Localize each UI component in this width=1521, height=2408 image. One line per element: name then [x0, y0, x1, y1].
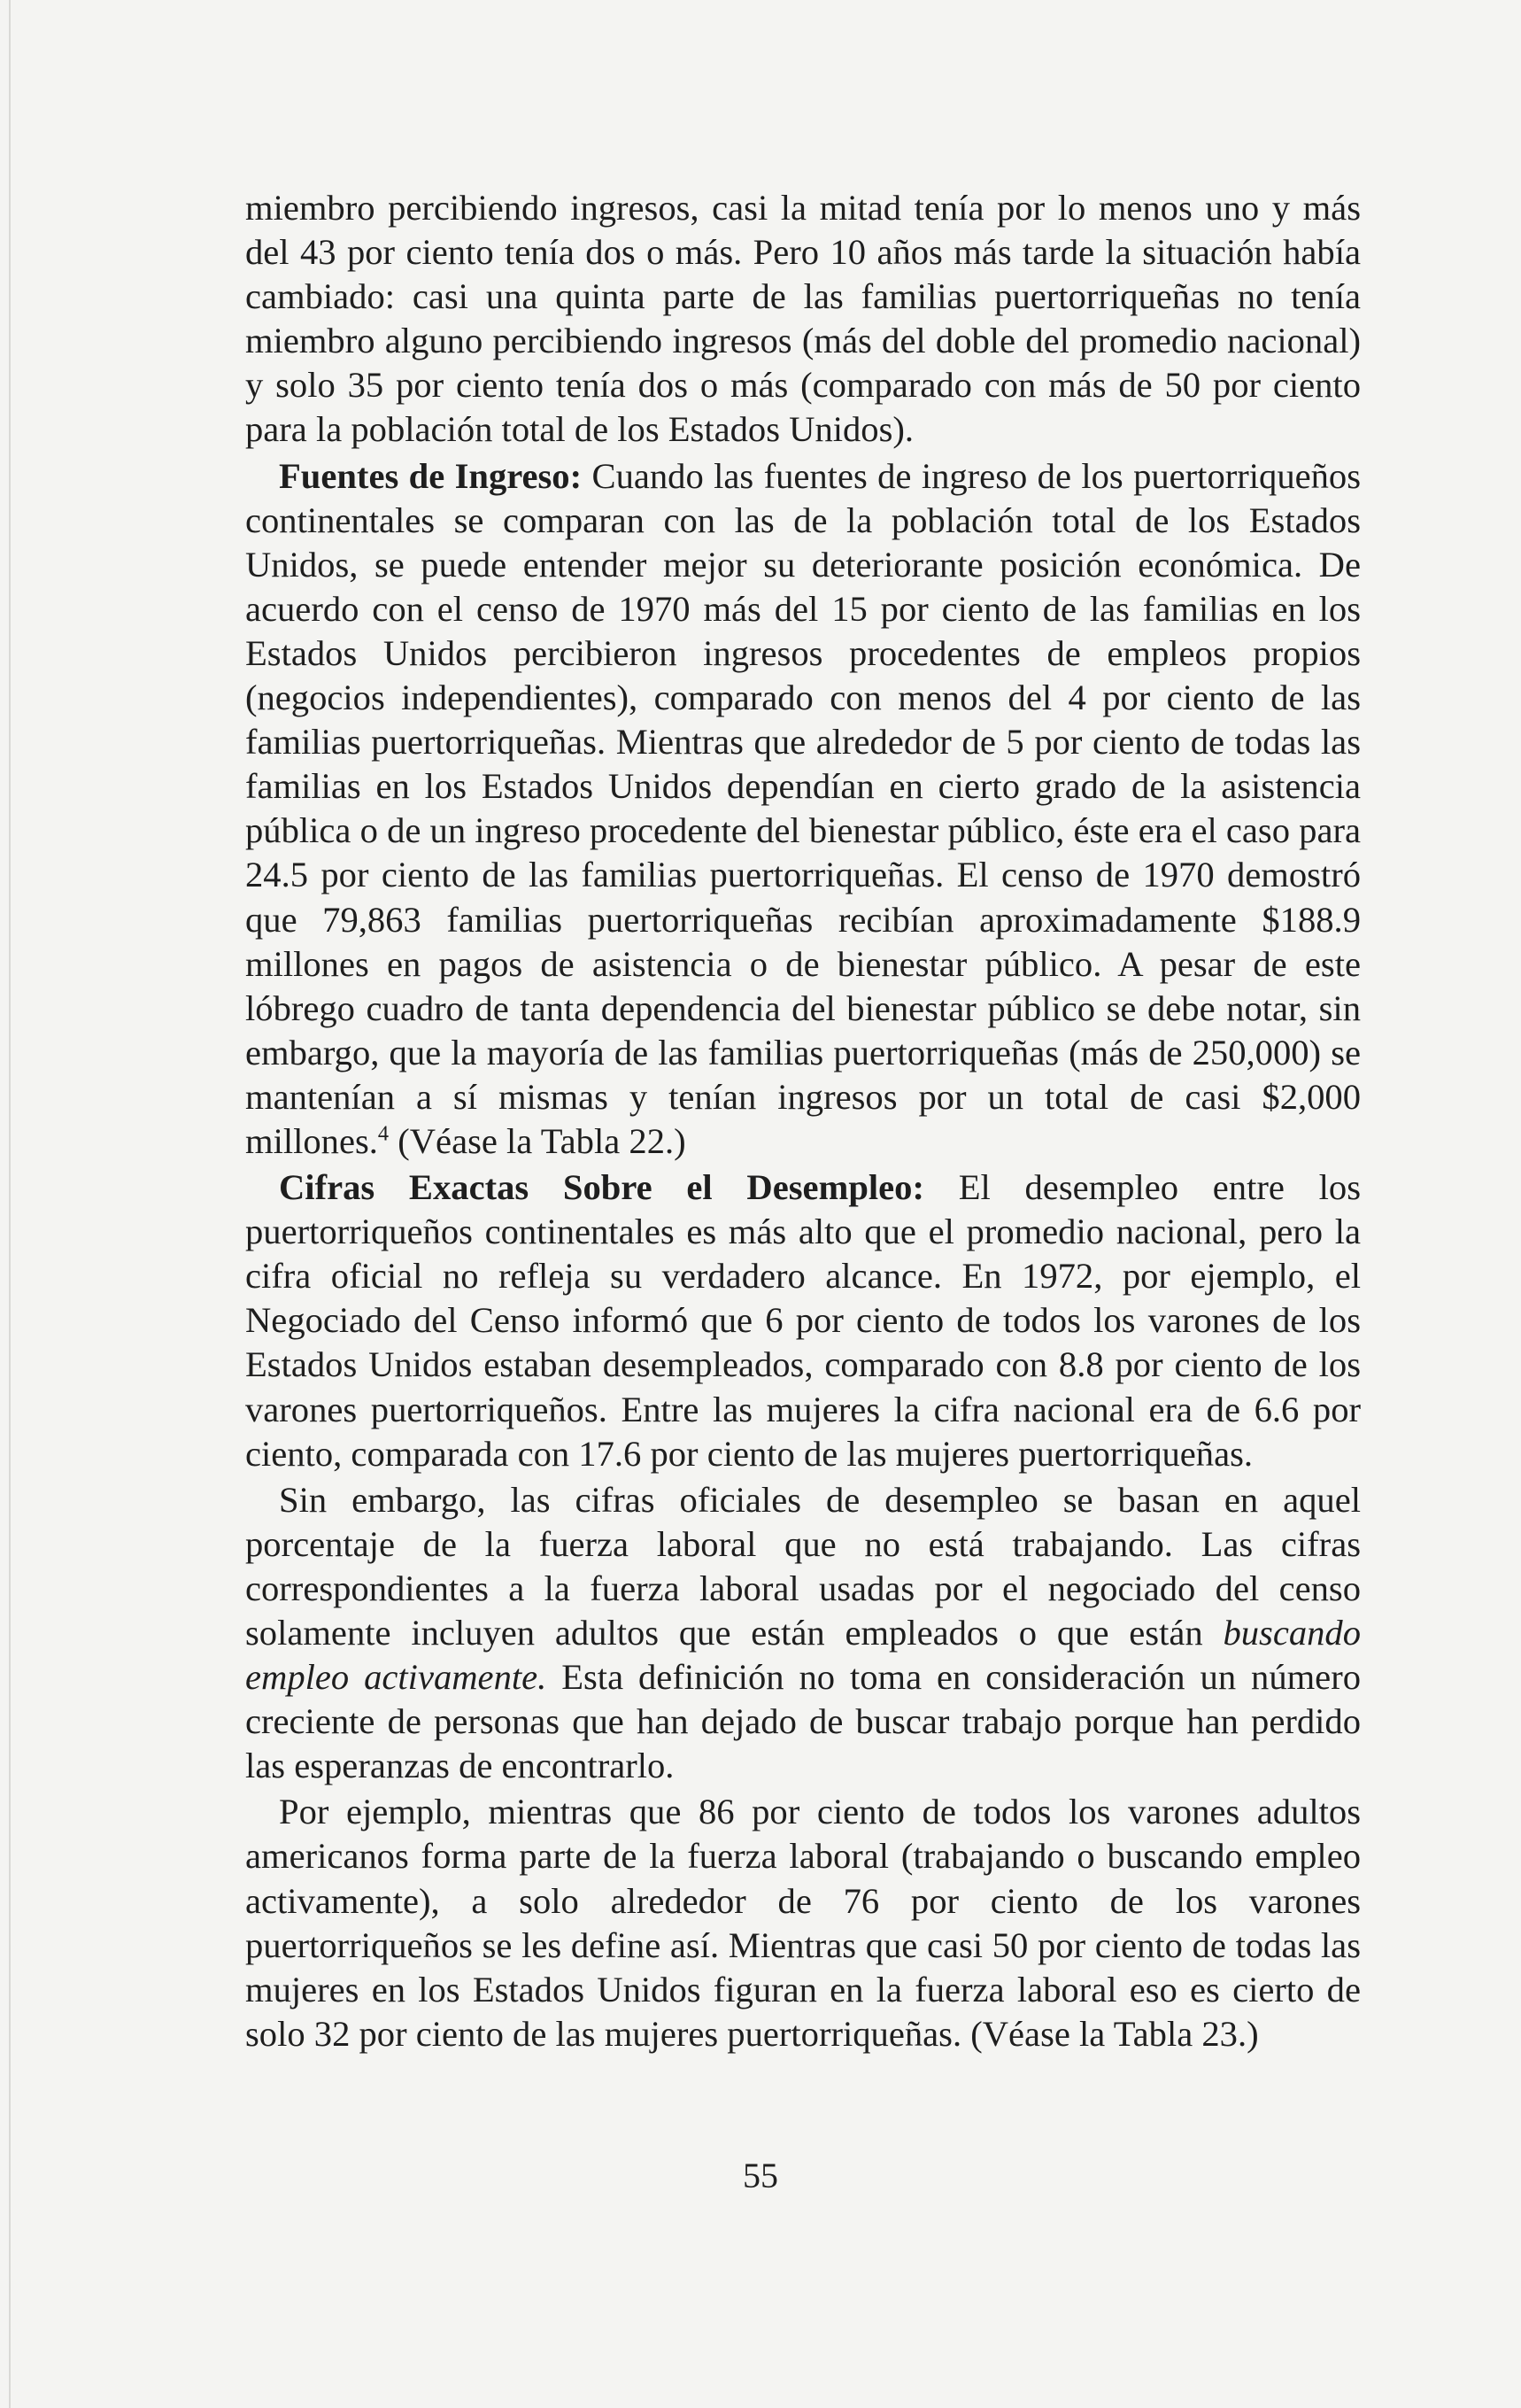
paragraph-text: Por ejemplo, mientras que 86 por ciento de todos los varones adultos americanos forma parte de la fuerza laboral (trabajando o buscando empleo activamente), a solo alrededor de 76 por ciento de los varones puertorriqueños se les define así. Mientras que casi 50 por ciento de todas las mujeres en los Estados Unidos figuran en la fuerza laboral eso es cierto de solo 32 por ciento de las mujeres puertorriqueñas. (Véase la Tabla 23.) [245, 1792, 1361, 2054]
paragraph-participacion-laboral [245, 1790, 1361, 2056]
paragraph-text-tail: Esta definición no toma en consideración un número creciente de personas que han dejado de buscar trabajo porque han perdido las esperanzas de encontrarlo. [245, 1657, 1361, 1786]
paragraph-text: miembro percibiendo ingresos, casi la mitad tenía por lo menos uno y más del 43 por ciento tenía dos o más. Pero 10 años más tarde la situación había cambiado: casi una quinta parte de las familias puertorriqueñas no tenía miembro alguno percibiendo ingresos (más del doble del promedio nacional) y solo 35 por ciento tenía dos o más (comparado con más de 50 por ciento para la población total de los Estados Unidos). [245, 188, 1361, 450]
footnote-reference: 4 [377, 1121, 390, 1146]
paragraph-definicion-fuerza-laboral [245, 1478, 1361, 1789]
section-heading-desempleo: Cifras Exactas Sobre el Desempleo: [279, 1167, 924, 1208]
paragraph-text-tail: (Véase la Tabla 22.) [389, 1120, 686, 1161]
paragraph-text: Cuando las fuentes de ingreso de los puertorriqueños continentales se comparan con las de la población total de los Estados Unidos, se puede entender mejor su deteriorante posición económica. De acuerdo con el censo de 1970 más del 15 por ciento de las familias en los Estados Unidos percibieron ingresos procedentes de empleos propios (negocios independientes), comparado con menos del 4 por ciento de las familias puertorriqueñas. Mientras que alrededor de 5 por ciento de todas las familias en los Estados Unidos dependían en cierto grado de la asistencia pública o de un ingreso procedente del bienestar público, éste era el caso para 24.5 por ciento de las familias puertorriqueñas. El censo de 1970 demostró que 79,863 familias puertorriqueñas recibían aproximadamente $188.9 millones en pagos de asistencia o de bienestar público. A pesar de este lóbrego cuadro de tanta dependencia del bienestar público se debe notar, sin embargo, que la mayoría de las familias puertorriqueñas (más de 250,000) se mantenían a sí mismas y tenían ingresos por un total de casi $2,000 millones. [245, 455, 1361, 1161]
paragraph-continuation [245, 186, 1361, 453]
paragraph-text: Sin embargo, las cifras oficiales de desempleo se basan en aquel porcentaje de la fuerza laboral que no está trabajando. Las cifras correspondientes a la fuerza laboral usadas por el negociado del censo solamente incluyen adultos que están empleados o que están [245, 1479, 1361, 1653]
body-text [245, 186, 1361, 2058]
section-heading-fuentes: Fuentes de Ingreso: [279, 455, 583, 496]
paragraph-text: El desempleo entre los puertorriqueños continentales es más alto que el promedio nacional, pero la cifra oficial no refleja su verdadero alcance. En 1972, por ejemplo, el Negociado del Censo informó que 6 por ciento de todos los varones de los Estados Unidos estaban desempleados, comparado con 8.8 por ciento de los varones puertorriqueños. Entre las mujeres la cifra nacional era de 6.6 por ciento, comparada con 17.6 por ciento de las mujeres puertorriqueñas. [245, 1167, 1361, 1474]
page-edge-line [9, 0, 11, 2408]
paragraph-cifras-desempleo [245, 1165, 1361, 1476]
paragraph-fuentes-de-ingreso [245, 454, 1361, 1165]
emphasized-text: buscando empleo activamente. [245, 1613, 1361, 1698]
page-number: 55 [743, 2156, 778, 2195]
